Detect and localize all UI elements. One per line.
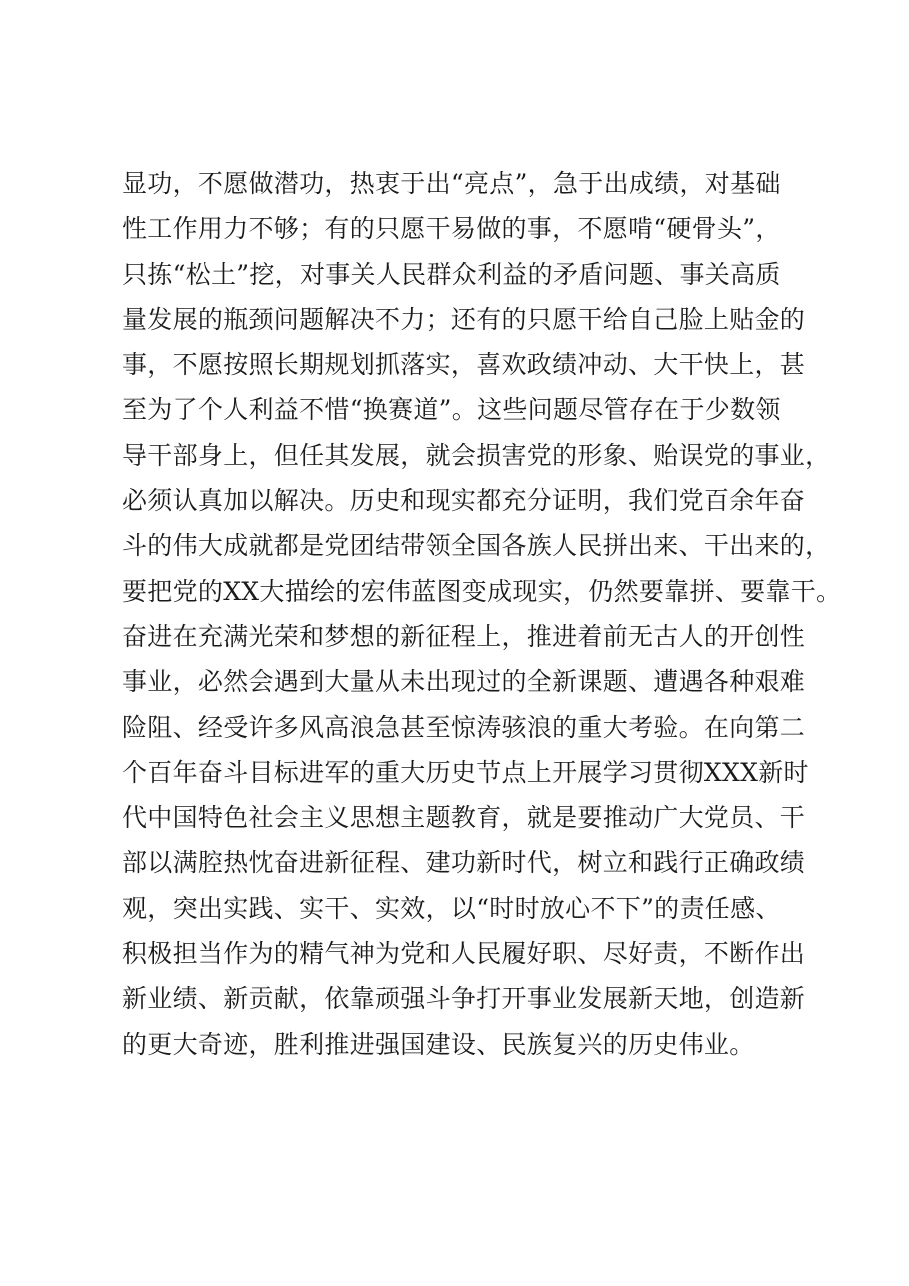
text-line: 只拣“松土”挖，对事关人民群众利益的矛盾问题、事关高质 — [122, 259, 781, 289]
text-line: 新业绩、新贡献，依靠顽强斗争打开事业发展新天地，创造新 — [122, 984, 806, 1014]
text-line: 部以满腔热忱奋进新征程、建功新时代，树立和践行正确政绩 — [122, 848, 806, 878]
text-line: 险阻、经受许多风高浪急甚至惊涛骇浪的重大考验。在向第二 — [122, 712, 806, 742]
text-line: 事，不愿按照长期规划抓落实，喜欢政绩冲动、大干快上，甚 — [122, 350, 806, 380]
text-line: 积极担当作为的精气神为党和人民履好职、尽好责，不断作出 — [122, 939, 806, 969]
text-line: 观，突出实践、实干、实效，以“时时放心不下”的责任感、 — [122, 893, 781, 923]
text-line: 量发展的瓶颈问题解决不力；还有的只愿干给自己脸上贴金的 — [122, 304, 806, 334]
text-line: 奋进在充满光荣和梦想的新征程上，推进着前无古人的开创性 — [122, 621, 806, 651]
text-line: 个百年奋斗目标进军的重大历史节点上开展学习贯彻XXX新时 — [122, 757, 809, 787]
text-line: 的更大奇迹，胜利推进强国建设、民族复兴的历史伟业。 — [122, 1029, 755, 1059]
text-line: 必须认真加以解决。历史和现实都充分证明，我们党百余年奋 — [122, 486, 806, 516]
text-line: 代中国特色社会主义思想主题教育，就是要推动广大党员、干 — [122, 803, 806, 833]
body-paragraph — [122, 161, 842, 1067]
text-line: 要把党的XX大描绘的宏伟蓝图变成现实，仍然要靠拼、要靠干。 — [122, 576, 842, 606]
text-line: 斗的伟大成就都是党团结带领全国各族人民拼出来、干出来的， — [122, 531, 831, 561]
text-line: 至为了个人利益不惜“换赛道”。这些问题尽管存在于少数领 — [122, 395, 781, 425]
text-line: 事业，必然会遇到大量从未出现过的全新课题、遭遇各种艰难 — [122, 667, 806, 697]
text-line: 性工作用力不够；有的只愿干易做的事，不愿啃“硬骨头”， — [122, 214, 781, 244]
text-line: 显功，不愿做潜功，热衷于出“亮点”，急于出成绩，对基础 — [122, 169, 781, 198]
text-line: 导干部身上，但任其发展，就会损害党的形象、贻误党的事业， — [122, 440, 831, 470]
